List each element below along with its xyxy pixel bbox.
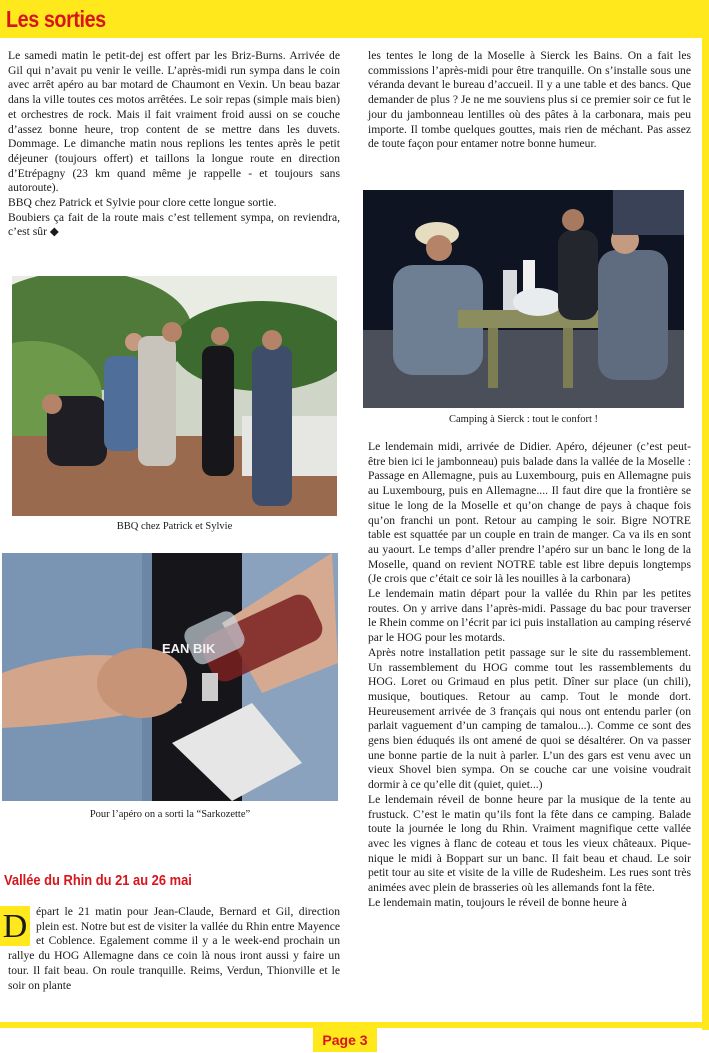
header-bar bbox=[0, 0, 709, 38]
aperitif-caption: Pour l’apéro on a sorti la “Sarkozette” bbox=[89, 809, 251, 820]
page-number-badge: Page 3 bbox=[313, 1028, 377, 1052]
camping-paragraph: les tentes le long de la Moselle à Sierck les Bains. On a fait les commissions l’après-midi pour être tranquille. On s’installe sous une véranda devant le bureau d’accueil. Il y a une table et des bancs. Que demander de plus ? Je ne me souviens plus si ce premier soir ce fut le jour du jambonneau lentilles où des pâtes à la carbonara, mais peu importe. Il tombe quelques gouttes, mais rien de méchant. Pas assez de toute façon pour entamer notre bonne humeur. bbox=[368, 49, 691, 151]
right-border bbox=[702, 0, 709, 1030]
bbq-paragraph: BBQ chez Patrick et Sylvie pour clore cette longue sortie. bbox=[8, 196, 277, 210]
bbq-photo-image bbox=[12, 276, 337, 516]
closing-paragraph: Boubiers ça fait de la route mais c’est tellement sympa, on reviendra, c’est sûr ◆ bbox=[8, 210, 340, 239]
camping-column bbox=[368, 49, 691, 152]
main-column bbox=[368, 440, 691, 911]
camping-photo bbox=[363, 190, 684, 408]
bottle-label: EAN BIK bbox=[162, 641, 216, 656]
paragraph-rhin-departure: Le lendemain matin départ pour la vallée du Rhin par les petites routes. On y arrive dans l’après-midi. Passage du bac pour traverser le Rhein comme on l’écrit par ici puis installation au camping réservé par le HOG pour les motards. bbox=[368, 587, 691, 645]
paragraph-rhin-valley: Le lendemain réveil de bonne heure par la musique de la tente au frustuck. C’est le matin qu’ils font la fête dans ce camping. Balade toute la journée le long du Rhin. Vraiment magnifique cette vallée avec les vignes à flanc de coteau et tous les vieux châteaux. Pique-nique le midi à Boppart sur un banc. Il fait beau et chaud. Le soir petit tour au site et visite de la ville de Rudesheim. Les rues sont très animées avec plein de brasseries où les allemands font la fête. bbox=[368, 792, 691, 895]
paragraph-hog-rally: Après notre installation petit passage sur le site du rassemblement. Un rassemblement du HOG comme tout les rassemblements du HOG. Loret ou Grimaud en plus petit. Dîner sur place (un chili), musique, boutiques. Retour au camp. Tout le monde dort. Heureusement arrivée de 3 français qui nous ont entendu parler (on parlait vaguement d’un camping de tamalou...). Comme ce sont des gens bien éduqués ils ont amené de quoi se désaltérer. On va passer une bonne partie de la nuit à parler. L’un des gars est venu avec un vieux Shovel bien sympa. On se couche car une voisine voudrait dormir à ce qu’elle dit (quiet, quiet...) bbox=[368, 645, 691, 792]
intro-paragraph: Le samedi matin le petit-dej est offert par les Briz-Burns. Arrivée de Gil qui n’avait pu venir le veille. L’après-midi run sympa dans le coin avec arrêt apéro au bar motard de Chaumont en Vexin. Un beau bazar dans la ville toutes ces motos arrêtées. Le soir repas (simple mais bien) et orchestres de rock. Mais il fait vraiment froid aussi on se couche d’assez bonne heure, trop content de se mettre dans les duvets. Dommage. Le dimanche matin nous replions les tentes après le petit déjeuner (toujours offert) et taillons la longue route en direction d’Etrépagny (23 km quand même je rappelle - et toujours sans autoroute). bbox=[8, 49, 340, 195]
section-title: Vallée du Rhin du 21 au 26 mai bbox=[4, 872, 192, 889]
paragraph-next-morning: Le lendemain matin, toujours le réveil de bonne heure à bbox=[368, 895, 627, 909]
aperitif-photo bbox=[2, 553, 338, 801]
paragraph-moselle: Le lendemain midi, arrivée de Didier. Apéro, déjeuner (c’est peut-être bien ici le jambonneau) puis balade dans la vallée de la Moselle : Passage en Allemagne, puis au Luxembourg, puis en Allemagne puis au Luxembourg, puis en Allemagne.... Il faut dire que la frontière se situe le long de la Moselle et qu’on change de pays à chaque fois qu’on franchi un pont. Retour au camping le soir. Bigre NOTRE table est squattée par un couple en train de manger. Ca va ils en sont au yaourt. Le temps d’aller prendre l’apéro sur un banc le long de la Moselle, quand on revient NOTRE table est libre depuis longtemps (Je crois que c’était ce soir là les nouilles à la carbonara) bbox=[368, 440, 691, 586]
aperitif-photo-image bbox=[2, 553, 338, 801]
page-title: Les sorties bbox=[6, 6, 106, 32]
bbq-caption: BBQ chez Patrick et Sylvie bbox=[116, 521, 233, 532]
bbq-photo bbox=[12, 276, 337, 516]
dropcap: D bbox=[0, 906, 30, 946]
camping-caption: Camping à Sierck : tout le confort ! bbox=[448, 414, 598, 425]
section-column bbox=[2, 905, 340, 993]
intro-column bbox=[8, 49, 340, 240]
camping-photo-image bbox=[363, 190, 684, 408]
section-paragraph: épart le 21 matin pour Jean-Claude, Bernard et Gil, direction plein est. Notre but est de visiter la vallée du Rhin entre Mayence et Coblence. Egalement comme il y a le week-end prochain un rallye du HOG Allemagne dans ce coin là nous iront aussi y faire un tour. Il fait beau. On roule tranquille. Reims, Verdun, Thionville et le soir on plante bbox=[8, 905, 340, 992]
